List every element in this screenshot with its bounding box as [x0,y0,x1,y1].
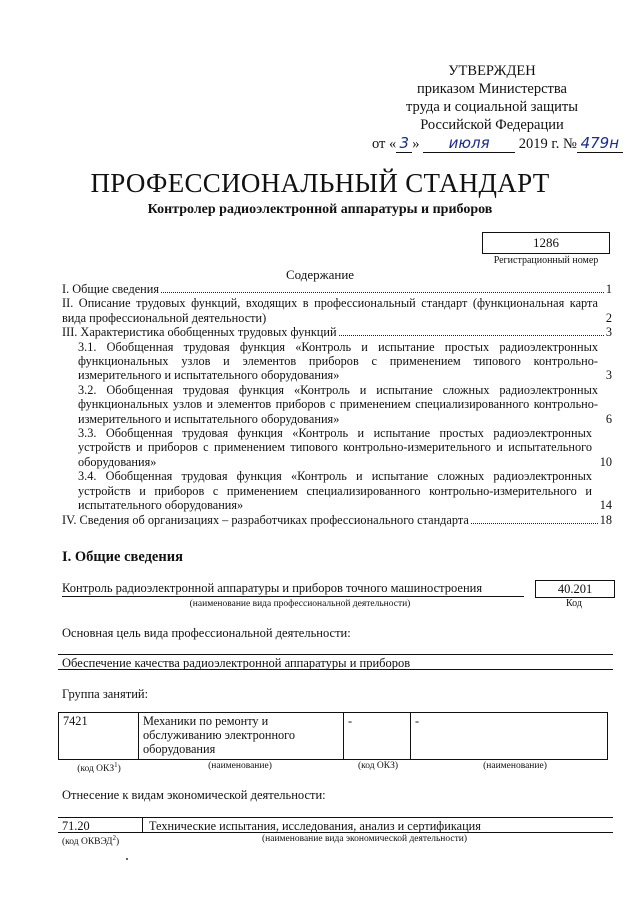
toc-item-text: 3.3. Обобщенная трудовая функция «Контроль и испытание простых радиоэлектронных устройств и приборов с применением типового контрольно-измерительного и испытательного оборудования» [78,426,592,469]
okved-row [58,817,613,833]
okz-code-2: - [344,713,411,760]
toc-item[interactable] [62,282,612,296]
okved-code: 71.20 [58,818,143,832]
okz-caption-text: (код ОКЗ [77,764,115,775]
order-prefix: от « [372,136,397,152]
order-day: 3 [396,134,412,153]
toc-item-page: 6 [605,411,612,426]
okved-name-caption: (наименование вида экономической деятельности) [262,834,467,844]
name-caption-1: (наименование) [208,761,272,771]
okved-name: Технические испытания, исследования, анализ и сертификация [149,819,481,833]
order-number: 479н [577,134,623,153]
name-caption-2: (наименование) [483,761,547,771]
econ-activity-label: Отнесение к видам экономической деятельности: [62,788,326,802]
document-subtitle: Контролер радиоэлектронной аппаратуры и приборов [147,202,493,217]
registration-number: 1286 [482,232,610,254]
approval-status: УТВЕРЖДЕН [448,63,536,79]
toc-item[interactable] [62,296,612,325]
okved-caption-end: ) [115,837,120,848]
code-caption: Код [566,598,582,609]
activity-kind-caption: (наименование вида профессиональной деятельности) [189,599,411,609]
toc-item-page: 2 [605,310,612,325]
toc-item[interactable] [62,426,612,469]
toc-item[interactable] [62,325,612,339]
toc-item[interactable] [62,469,612,512]
goal-label: Основная цель вида профессиональной деятельности: [62,626,351,640]
toc-item[interactable] [62,340,612,383]
section-heading: I. Общие сведения [62,549,183,565]
toc-item-page: 18 [599,512,612,527]
occupation-name-2: - [411,713,608,760]
toc-item[interactable] [62,513,612,527]
approval-order-issuer: приказом Министерства [417,81,567,97]
activity-kind-code: 40.201 [535,580,615,598]
toc-leader [471,523,598,524]
approval-order-line [372,134,620,153]
toc-item-text: IV. Сведения об организациях – разработчиках профессионального стандарта [62,512,469,527]
table-of-contents [62,282,612,527]
group-label: Группа занятий: [62,687,149,701]
okz-caption-1 [64,761,134,774]
toc-item-page: 1 [605,282,612,296]
approval-country: Российской Федерации [420,117,564,133]
footnote-mark: 2 [112,834,116,842]
registration-label: Регистрационный номер [493,255,599,266]
toc-item-text: II. Описание трудовых функций, входящих в профессиональный стандарт (функциональная карта вида профессиональной деятельности) [62,296,598,325]
document-title: ПРОФЕССИОНАЛЬНЫЙ СТАНДАРТ [90,168,550,198]
scan-speck [126,858,128,860]
okved-code-caption [62,834,119,847]
occupation-name-1: Механики по ремонту и обслуживанию электронного оборудования [139,713,344,760]
okved-caption-text: (код ОКВЭД [62,837,113,848]
okz-code-1: 7421 [59,713,139,760]
toc-item-text: 3.4. Обобщенная трудовая функция «Контроль и испытание сложных радиоэлектронных устройств и приборов с применением специализированного контрольно-измерительного и испытательного оборудования» [78,469,592,513]
okz-caption-2: (код ОКЗ) [357,761,399,771]
toc-item[interactable] [62,383,612,426]
toc-leader [161,292,604,293]
toc-item-page: 3 [605,325,612,340]
approval-block [372,62,620,153]
footnote-mark: 1 [114,761,118,769]
toc-item-text: 3.2. Обобщенная трудовая функция «Контроль и испытание сложных радиоэлектронных функциональных узлов и элементов приборов с применением специализированного контрольно-измерительного и испытательного оборудования» [78,382,598,426]
toc-item-page: 14 [599,498,612,513]
order-month: июля [423,134,515,153]
toc-item-text: III. Характеристика обобщенных трудовых функций [62,325,337,340]
occupation-group-table [58,712,608,760]
toc-item-text: I. Общие сведения [62,282,159,296]
toc-heading: Содержание [285,267,355,282]
order-quote: » [412,136,420,152]
approval-ministry: труда и социальной защиты [406,99,578,115]
toc-item-page: 10 [599,454,612,469]
okz-caption-end: ) [117,764,121,775]
order-year: 2019 г. № [518,136,577,152]
toc-leader [339,335,604,336]
toc-item-text: 3.1. Обобщенная трудовая функция «Контроль и испытание простых радиоэлектронных функциональных узлов и элементов приборов с применением типового контрольно-измерительного и испытательного оборудования» [78,339,598,383]
toc-item-page: 3 [605,368,612,383]
table-row [59,713,608,760]
activity-kind-name: Контроль радиоэлектронной аппаратуры и приборов точного машиностроения [62,581,524,597]
goal-text: Обеспечение качества радиоэлектронной аппаратуры и приборов [58,654,613,670]
